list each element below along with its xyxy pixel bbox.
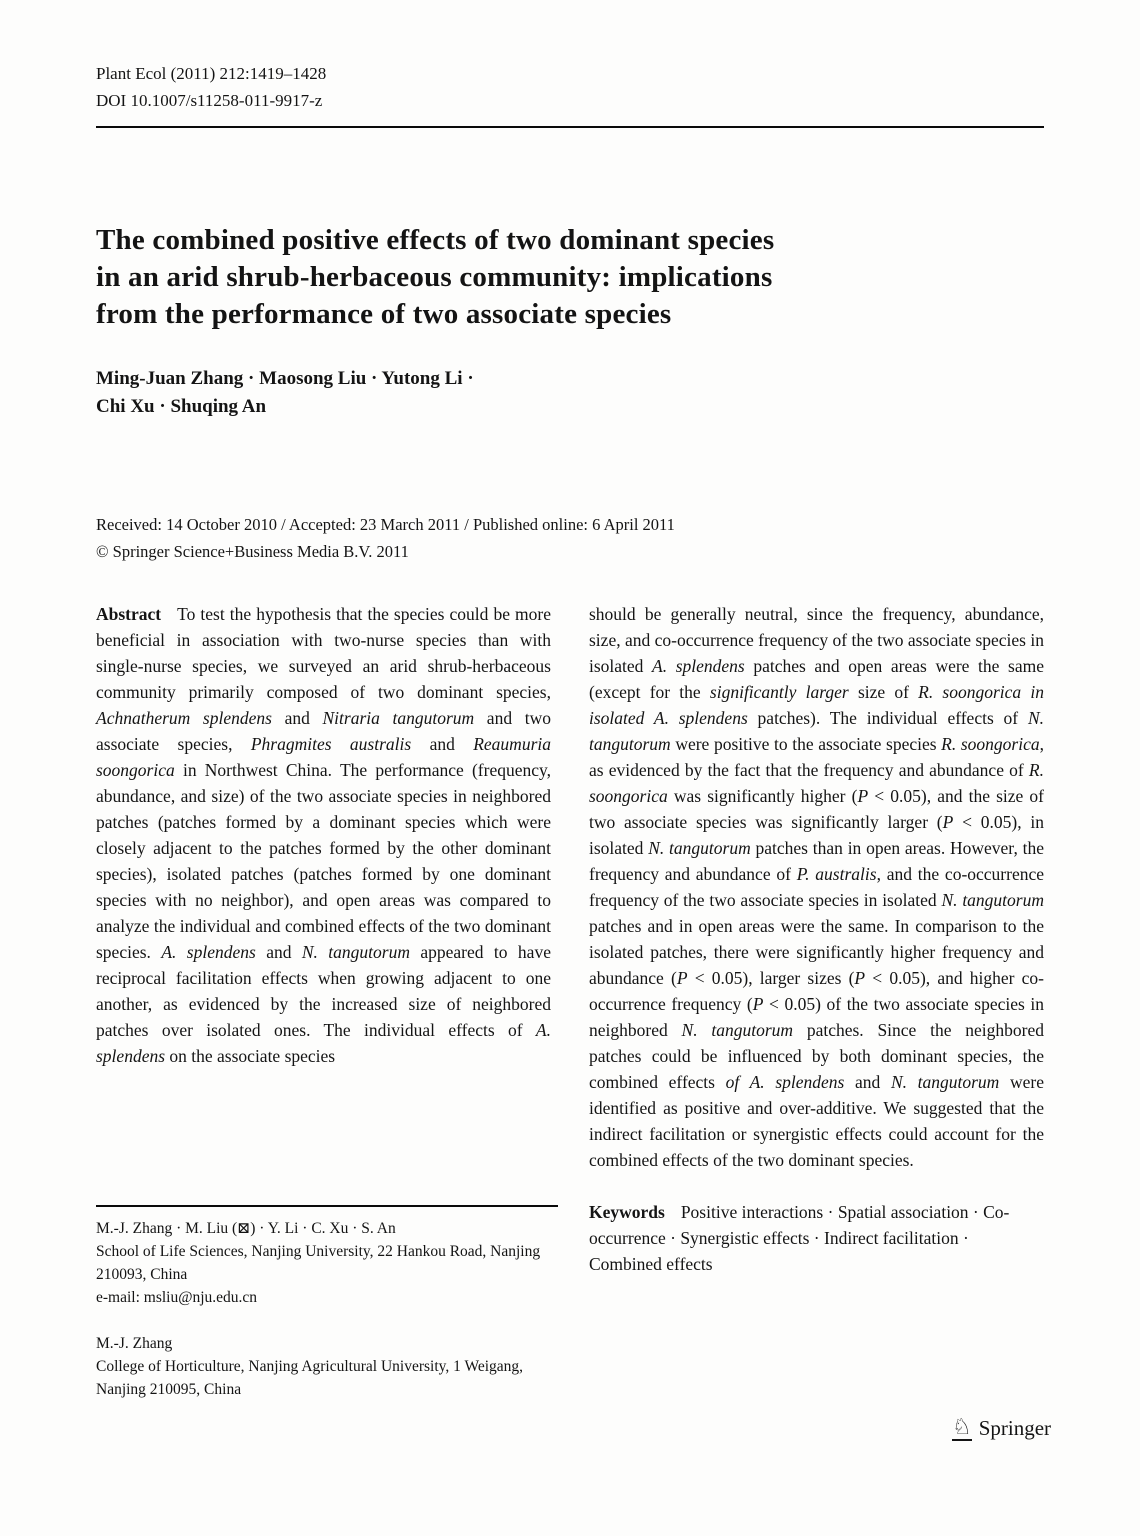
publication-dates (96, 511, 1044, 565)
abstract-heading: Abstract (96, 604, 162, 624)
affiliation-2-address: College of Horticulture, Nanjing Agricultural University, 1 Weigang, Nanjing 210095, China (96, 1358, 524, 1398)
springer-knight-icon: ♘ (952, 1414, 972, 1439)
right-column (589, 601, 1044, 1277)
journal-reference: Plant Ecol (2011) 212:1419–1428 (96, 64, 327, 83)
keywords-paragraph (589, 1199, 1044, 1277)
copyright-line: © Springer Science+Business Media B.V. 2011 (96, 542, 409, 561)
keywords-text: Positive interactions · Spatial association · Co-occurrence · Synergistic effects · Indirect facilitation · Combined effects (589, 1202, 1010, 1274)
affiliation-2-name: M.-J. Zhang (96, 1335, 173, 1352)
affiliation-1-names-pre: M.-J. Zhang · M. Liu ( (96, 1220, 238, 1237)
two-column-body (96, 601, 1044, 1277)
affiliation-1-address: School of Life Sciences, Nanjing University, 22 Hankou Road, Nanjing 210093, China (96, 1243, 541, 1283)
affiliation-1-names-post: ) · Y. Li · C. Xu · S. An (250, 1220, 396, 1237)
author-list: Ming-Juan Zhang · Maosong Liu · Yutong Li · Chi Xu · Shuqing An (96, 368, 474, 417)
affiliation-1-email: e-mail: msliu@nju.edu.cn (96, 1289, 258, 1306)
footnote-rule (96, 1205, 558, 1207)
publisher-logo (952, 1416, 1051, 1441)
paper-title: The combined positive effects of two dominant species in an arid shrub-herbaceous community: implications from the performance of two associate species (96, 224, 775, 330)
left-column (96, 601, 551, 1277)
journal-header (96, 0, 1044, 114)
header-rule (96, 126, 1044, 128)
abstract-paragraph-left (96, 601, 551, 1069)
abstract-text-left: To test the hypothesis that the species could be more beneficial in association with two-nurse species than with single-nurse species, we surveyed an arid shrub-herbaceous community primarily composed of two dominant species, Achnatherum splendens and Nitraria tangutorum and two associate species, Phragmites australis and Reaumuria soongorica in Northwest China. The performance (frequency, abundance, and size) of the two associate species in neighbored patches (patches formed by a dominant species which were closely adjacent to the patches formed by the other dominant species), isolated patches (patches formed by one dominant species with no neighbor), and open areas was compared to analyze the individual and combined effects of the two dominant species. A. splendens and N. tangutorum appeared to have reciprocal facilitation effects when growing adjacent to one another, as evidenced by the increased size of neighbored patches over isolated ones. The individual effects of A. splendens on the associate species (96, 604, 551, 1066)
abstract-paragraph-right: should be generally neutral, since the frequency, abundance, size, and co-occurrence frequency of the two associate species in isolated A. splendens patches and open areas were the same (except for the significantly larger size of R. soongorica in isolated A. splendens patches). The individual effects of N. tangutorum were positive to the associate species R. soongorica, as evidenced by the fact that the frequency and abundance of R. soongorica was significantly higher (P < 0.05), and the size of two associate species was significantly larger (P < 0.05), in isolated N. tangutorum patches than in open areas. However, the frequency and abundance of P. australis, and the co-occurrence frequency of the two associate species in isolated N. tangutorum patches and in open areas were the same. In comparison to the isolated patches, there were significantly higher frequency and abundance (P < 0.05), larger sizes (P < 0.05), and higher co-occurrence frequency (P < 0.05) of the two associate species in neighbored N. tangutorum patches. Since the neighbored patches could be influenced by both dominant species, the combined effects of A. splendens and N. tangutorum were identified as positive and over-additive. We suggested that the indirect facilitation or synergistic effects could account for the combined effects of the two dominant species. (589, 604, 1045, 1170)
affiliation-2 (96, 1332, 558, 1401)
affiliation-1-names (96, 1217, 558, 1240)
doi-line: DOI 10.1007/s11258-011-9917-z (96, 91, 323, 110)
publisher-name: Springer (978, 1416, 1052, 1440)
received-accepted-published-line: Received: 14 October 2010 / Accepted: 23 March 2011 / Published online: 6 April 2011 (96, 515, 675, 534)
affiliation-1 (96, 1217, 558, 1309)
corresponding-author-icon: ⊠ (237, 1220, 251, 1237)
keywords-heading: Keywords (589, 1202, 665, 1222)
footnote-block (96, 1205, 558, 1401)
